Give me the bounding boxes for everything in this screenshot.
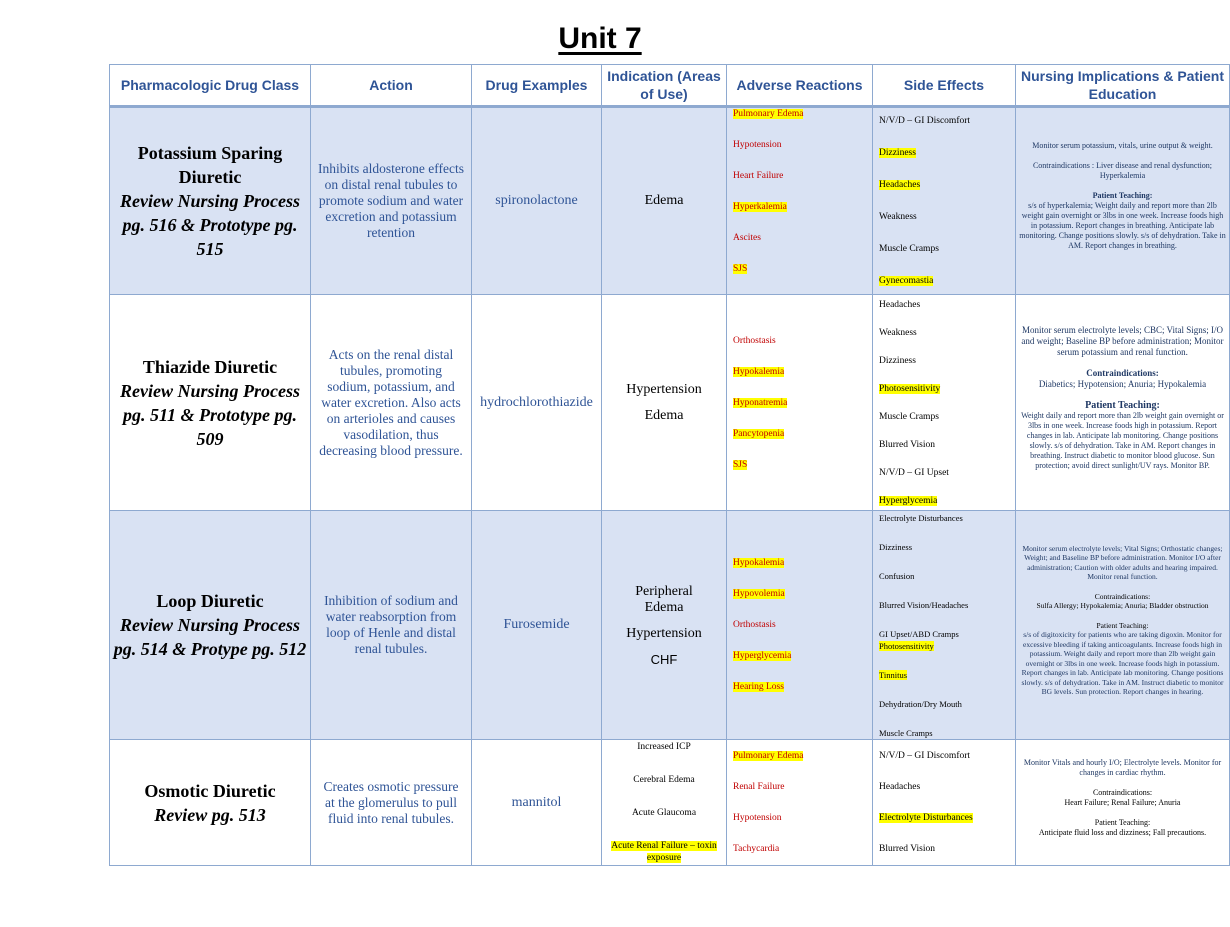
adverse-item: Orthostasis	[733, 335, 776, 346]
adverse-item: Hypokalemia	[733, 366, 785, 377]
drug-example: mannitol	[511, 794, 562, 810]
side-effect-item: Headaches	[879, 782, 921, 792]
adverse-item: Heart Failure	[733, 171, 784, 181]
side-effect-item: Muscle Cramps	[879, 244, 939, 254]
nursing-teaching-heading: Patient Teaching:	[1094, 817, 1151, 827]
nursing-teaching-text: s/s of digitoxicity for patients who are taking digoxin. Monitor for excessive bleeding if taking anticoagulants. Increase foods high in potassium. Weight daily and report more than 2lb weight gain overnight or 3lbs in one week. Increase foods high in potassium. Report changes in lab. Anticipate lab monitoring. Change positions slowly. s/s of dehydration. Take in AM. Instruct diabetic to monitor BG levels. Sun protection. Report changes in hearing.	[1021, 630, 1224, 696]
adverse-item: Hyponatremia	[733, 397, 788, 408]
nursing-monitoring: Monitor serum potassium, vitals, urine output & weight.	[1032, 141, 1213, 150]
indication-item: Peripheral Edema	[635, 583, 693, 615]
header-nursing-implications: Nursing Implications & Patient Education	[1016, 65, 1230, 107]
adverse-item: Hypokalemia	[733, 558, 785, 568]
table-row	[110, 511, 1230, 740]
indication-item: Acute Glaucoma	[631, 808, 697, 818]
adverse-item: Pancytopenia	[733, 428, 785, 439]
adverse-item: SJS	[733, 459, 748, 470]
side-effect-item: N/V/D – GI Discomfort	[879, 116, 971, 126]
indication-cell	[602, 107, 727, 295]
drug-class-cell	[110, 107, 311, 295]
review-reference: Review Nursing Process pg. 516 & Prototype pg. 515	[120, 191, 300, 259]
title-text: Unit 7	[558, 22, 642, 55]
nursing-contraindications: Heart Failure; Renal Failure; Anuria	[1064, 797, 1181, 807]
indication-item: Hypertension	[626, 625, 702, 641]
indication-cell	[602, 295, 727, 511]
drug-class-name: Osmotic Diuretic	[144, 780, 276, 801]
nursing-monitoring: Monitor Vitals and hourly I/O; Electrolyte levels. Monitor for changes in cardiac rhythm.	[1023, 757, 1222, 777]
side-effect-item: N/V/D – GI Discomfort	[879, 751, 971, 761]
side-effect-item: Dizziness	[879, 355, 916, 366]
drug-class-name: Thiazide Diuretic	[142, 356, 278, 377]
nursing-teaching-heading: Patient Teaching:	[1092, 191, 1153, 200]
action-text: Inhibition of sodium and water reabsorption from loop of Henle and distal renal tubules.	[324, 593, 458, 656]
drug-example-cell	[472, 295, 602, 511]
drug-class-cell	[110, 295, 311, 511]
drug-example-cell	[472, 740, 602, 866]
side-effect-item: Electrolyte Disturbances	[879, 813, 973, 823]
drug-class-name: Potassium Sparing Diuretic	[137, 143, 283, 187]
drug-example-cell	[472, 511, 602, 740]
drug-example: Furosemide	[503, 617, 570, 632]
side-effects-cell	[873, 511, 1016, 740]
adverse-item: Hypotension	[733, 140, 782, 150]
side-effect-item: Photosensitivity	[879, 640, 934, 651]
drug-class-name: Loop Diuretic	[156, 591, 264, 611]
header-side-effects: Side Effects	[873, 65, 1016, 107]
side-effect-item: Blurred Vision	[879, 844, 935, 854]
indication-item: Acute Renal Failure – toxin exposure	[611, 841, 717, 863]
nursing-teaching-text: Weight daily and report more than 2lb weight gain overnight or 3lbs in one week. Increase foods high in potassium. Report changes in lab. Anticipate lab monitoring. Change positions slowly. s/s of dehydration. Take in AM. Report changes in breathing. Instruct diabetic to monitor blood glucose. Sun protection; avoid direct sunlight/UV rays. Monitor BP.	[1021, 410, 1224, 470]
drug-example: spironolactone	[495, 193, 578, 208]
nursing-contraindications: Contraindications : Liver disease and renal dysfunction; Hyperkalemia	[1032, 161, 1213, 180]
side-effect-item: Dizziness	[879, 148, 916, 158]
adverse-item: Pulmonary Edema	[733, 751, 804, 761]
table-row	[110, 295, 1230, 511]
adverse-reactions-cell	[727, 107, 873, 295]
adverse-item: Tachycardia	[733, 844, 780, 854]
side-effect-item: Electrolyte Disturbances	[879, 512, 963, 523]
nursing-teaching-heading: Patient Teaching:	[1085, 399, 1160, 411]
indication-item: Hypertension	[626, 381, 702, 397]
side-effect-item: Confusion	[879, 570, 915, 581]
indication-cell	[602, 511, 727, 740]
side-effect-item: Muscle Cramps	[879, 727, 933, 738]
adverse-item: Hyperglycemia	[733, 651, 792, 661]
nursing-teaching-text: s/s of hyperkalemia; Weight daily and report more than 2lb weight gain overnight or 3lbs in one week. Increase foods high in potassium. Report changes in breathing. Anticipate lab monitoring. Change positions slowly. s/s of dehydration. Take in AM. Report changes in breathing.	[1019, 201, 1226, 250]
nursing-monitoring: Monitor serum electrolyte levels; CBC; Vital Signs; I/O and weight; Baseline BP before administration; Monitor serum potassium and renal function.	[1021, 324, 1224, 357]
header-indication: Indication (Areas of Use)	[602, 65, 727, 107]
action-text: Inhibits aldosterone effects on distal renal tubules to promote sodium and water excretion and potassium retention	[318, 161, 464, 240]
side-effect-item: Muscle Cramps	[879, 411, 939, 422]
indication-item: Edema	[644, 407, 684, 423]
nursing-contraindications-heading: Contraindications:	[1092, 787, 1153, 797]
side-effect-item: N/V/D – GI Upset	[879, 467, 949, 478]
action-text: Creates osmotic pressure at the glomerulus to pull fluid into renal tubules.	[323, 778, 459, 826]
nursing-implications-cell	[1016, 295, 1230, 511]
header-drug-class: Pharmacologic Drug Class	[110, 65, 311, 107]
action-cell	[311, 740, 472, 866]
header-adverse-reactions: Adverse Reactions	[727, 65, 873, 107]
adverse-item: Hypotension	[733, 813, 782, 823]
review-reference: Review Nursing Process pg. 514 & Protype pg. 512	[113, 615, 307, 659]
nursing-teaching-text: Anticipate fluid loss and dizziness; Fall precautions.	[1038, 827, 1207, 837]
side-effect-item: Headaches	[879, 180, 921, 190]
table-row	[110, 107, 1230, 295]
adverse-item: Hypovolemia	[733, 589, 785, 599]
nursing-implications-cell	[1016, 511, 1230, 740]
side-effect-item: Headaches	[879, 299, 921, 310]
adverse-item: SJS	[733, 264, 748, 274]
nursing-teaching-heading: Patient Teaching:	[1096, 620, 1149, 630]
side-effects-cell	[873, 295, 1016, 511]
nursing-contraindications: Diabetics; Hypotension; Anuria; Hypokalemia	[1038, 378, 1207, 389]
adverse-reactions-cell	[727, 511, 873, 740]
nursing-implications-cell	[1016, 740, 1230, 866]
nursing-implications-cell	[1016, 107, 1230, 295]
indication-item: Increased ICP	[637, 742, 691, 752]
side-effect-item: Dizziness	[879, 541, 913, 552]
side-effect-item: GI Upset/ABD Cramps	[879, 628, 959, 639]
action-cell	[311, 511, 472, 740]
side-effect-item: Gynecomastia	[879, 276, 934, 286]
nursing-contraindications-heading: Contraindications:	[1094, 591, 1151, 601]
table-row	[110, 740, 1230, 866]
adverse-item: Renal Failure	[733, 782, 785, 792]
side-effect-item: Photosensitivity	[879, 383, 941, 394]
drug-class-table	[109, 64, 1230, 866]
adverse-item: Pulmonary Edema	[733, 109, 804, 119]
adverse-reactions-cell	[727, 740, 873, 866]
adverse-item: Orthostasis	[733, 620, 776, 630]
drug-example: hydrochlorothiazide	[480, 394, 593, 410]
side-effect-item: Dehydration/Dry Mouth	[879, 698, 962, 709]
review-reference: Review pg. 513	[154, 804, 266, 825]
review-reference: Review Nursing Process pg. 511 & Prototype pg. 509	[120, 380, 300, 449]
drug-example-cell	[472, 107, 602, 295]
adverse-reactions-cell	[727, 295, 873, 511]
action-text: Acts on the renal distal tubules, promoting sodium, potassium, and water excretion. Also acts on arterioles and causes vasodilation, thus decreasing blood pressure.	[319, 346, 463, 458]
indication-cell	[602, 740, 727, 866]
side-effect-item: Weakness	[879, 327, 917, 338]
header-drug-examples: Drug Examples	[472, 65, 602, 107]
action-cell	[311, 107, 472, 295]
nursing-monitoring: Monitor serum electrolyte levels; Vital Signs; Orthostatic changes; Weight; and Baseline BP before administration. Monitor I/O after administration; Caution with older adults and hearing impaired. Monitor renal function.	[1022, 543, 1223, 581]
header-action: Action	[311, 65, 472, 107]
drug-class-cell	[110, 740, 311, 866]
nursing-contraindications: Sulfa Allergy; Hypokalemia; Anuria; Bladder obstruction	[1036, 601, 1209, 610]
nursing-contraindications-heading: Contraindications:	[1086, 367, 1159, 378]
side-effect-item: Tinnitus	[879, 669, 908, 680]
action-cell	[311, 295, 472, 511]
side-effect-item: Blurred Vision/Headaches	[879, 599, 969, 610]
indication-item: Cerebral Edema	[633, 775, 695, 785]
adverse-item: Hearing Loss	[733, 682, 784, 692]
side-effects-cell	[873, 740, 1016, 866]
indication-item: Edema	[644, 193, 684, 208]
side-effect-item: Weakness	[879, 212, 917, 222]
drug-class-cell	[110, 511, 311, 740]
side-effect-item: Blurred Vision	[879, 439, 935, 450]
page-title	[0, 22, 1200, 56]
side-effect-item: Hyperglycemia	[879, 495, 938, 506]
header-row	[110, 65, 1230, 107]
adverse-item: Ascites	[733, 233, 761, 243]
adverse-item: Hyperkalemia	[733, 202, 787, 212]
side-effects-cell	[873, 107, 1016, 295]
indication-item: CHF	[650, 651, 678, 667]
